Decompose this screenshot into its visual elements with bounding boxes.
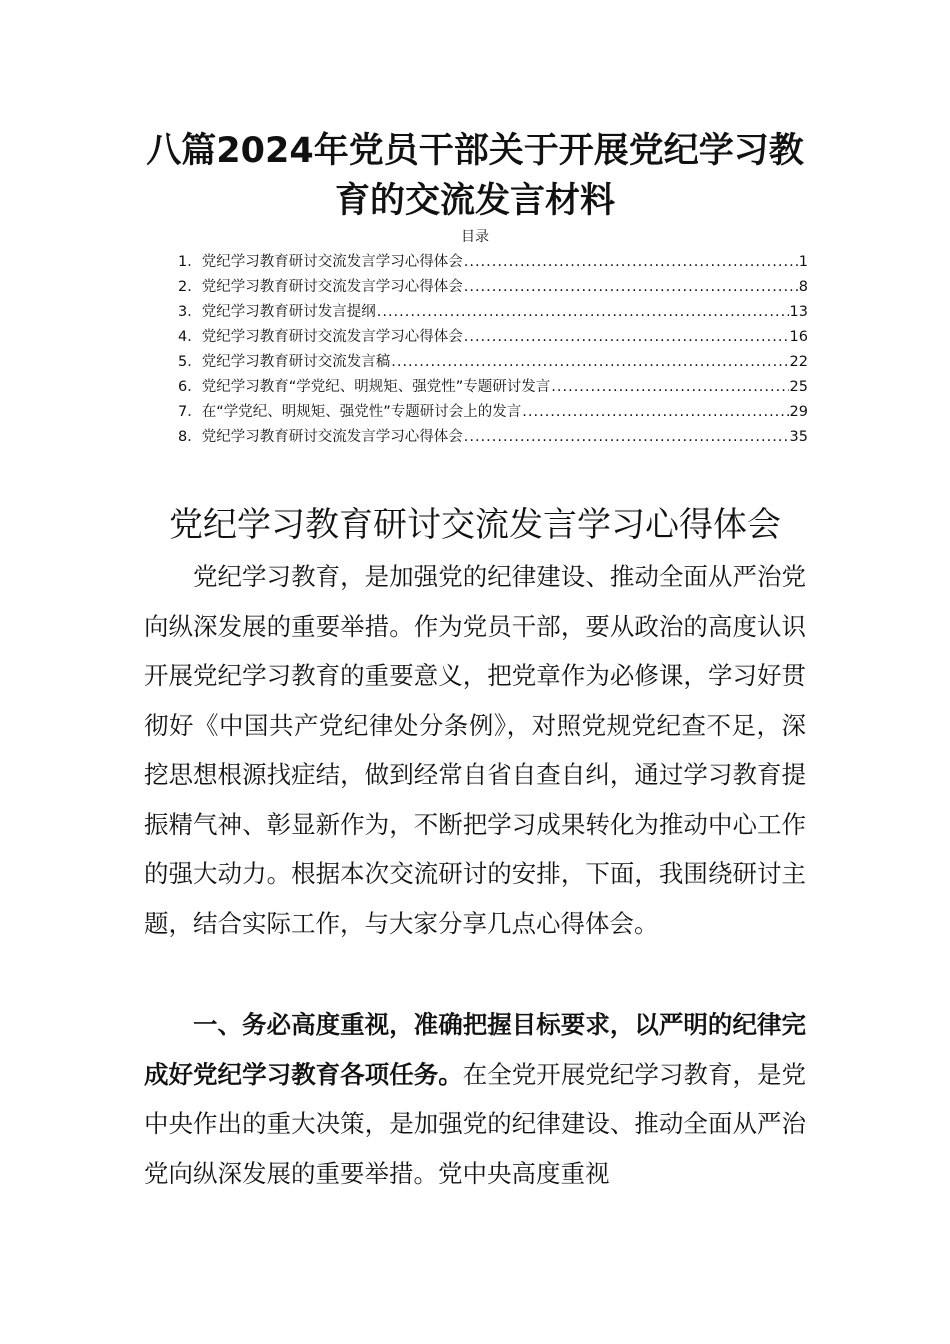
toc-item[interactable]	[178, 250, 808, 275]
toc-item[interactable]	[178, 400, 808, 425]
document-title: 八篇2024年党员干部关于开展党纪学习教育的交流发言材料	[146, 131, 804, 221]
toc-item-text: 党纪学习教育研讨交流发言稿	[201, 354, 391, 370]
toc-leader-dots	[391, 350, 788, 375]
toc-item[interactable]	[178, 350, 808, 375]
toc-leader-dots	[377, 300, 789, 325]
toc-item-page: 22	[789, 354, 808, 370]
toc-item-text: 党纪学习教育研讨交流发言学习心得体会	[201, 254, 463, 270]
toc-leader-dots	[551, 375, 788, 400]
toc-leader-dots	[522, 400, 788, 425]
toc-leader-dots	[464, 250, 798, 275]
toc-item-text: 党纪学习教育研讨交流发言学习心得体会	[201, 429, 463, 445]
toc-item[interactable]	[178, 300, 808, 325]
toc-item-number: 2．	[178, 279, 202, 295]
toc-item-number: 4．	[178, 329, 202, 345]
body-paragraph	[144, 1000, 806, 1198]
toc-item-number: 6．	[178, 379, 202, 395]
toc-item-page: 35	[789, 429, 808, 445]
toc-item[interactable]	[178, 325, 808, 350]
toc-leader-dots	[464, 425, 789, 450]
toc-item-page: 13	[789, 304, 808, 320]
toc-item-page: 8	[798, 279, 808, 295]
toc-item-number: 5．	[178, 354, 202, 370]
toc-item-number: 1．	[178, 254, 202, 270]
toc-item-page: 25	[789, 379, 808, 395]
toc-item-page: 1	[798, 254, 808, 270]
body-paragraph: 党纪学习教育，是加强党的纪律建设、推动全面从严治党向纵深发展的重要举措。作为党员干部，要从政治的高度认识开展党纪学习教育的重要意义，把党章作为必修课，学习好贯彻好《中国共产党纪律处分条例》，对照党规党纪查不足，深挖思想根源找症结，做到经常自省自查自纠，通过学习教育提振精气神、彰显新作为，不断把学习成果转化为推动中心工作的强大动力。根据本次交流研讨的安排，下面，我围绕研讨主题，结合实际工作，与大家分享几点心得体会。	[144, 562, 806, 938]
toc-item-text: 在“学党纪、明规矩、强党性”专题研讨会上的发言	[201, 404, 522, 420]
toc-leader-dots	[464, 275, 798, 300]
toc-item-number: 8．	[178, 429, 202, 445]
paragraph-lead-heading: 一、务必高度重视，准确把握目标要求，以严明的纪律完成好党纪学习教育各项任务。	[144, 1010, 806, 1089]
toc-item[interactable]	[178, 375, 808, 400]
paragraph-body-text: 在全党开展党纪学习教育，是党中央作出的重大决策，是加强党的纪律建设、推动全面从严治党向纵深发展的重要举措。党中央高度重视	[144, 1059, 806, 1188]
toc-item-number: 7．	[178, 404, 202, 420]
table-of-contents	[178, 250, 808, 450]
section-title: 党纪学习教育研讨交流发言学习心得体会	[169, 505, 781, 545]
toc-item-text: 党纪学习教育“学党纪、明规矩、强党性”专题研讨发言	[201, 379, 551, 395]
toc-item-number: 3．	[178, 304, 202, 320]
toc-item-page: 29	[789, 404, 808, 420]
toc-item[interactable]	[178, 275, 808, 300]
toc-leader-dots	[464, 325, 789, 350]
toc-heading: 目录	[461, 229, 489, 245]
toc-item-text: 党纪学习教育研讨交流发言学习心得体会	[201, 279, 463, 295]
toc-item-text: 党纪学习教育研讨交流发言学习心得体会	[201, 329, 463, 345]
toc-item[interactable]	[178, 425, 808, 450]
toc-item-page: 16	[789, 329, 808, 345]
toc-item-text: 党纪学习教育研讨发言提纲	[201, 304, 376, 320]
